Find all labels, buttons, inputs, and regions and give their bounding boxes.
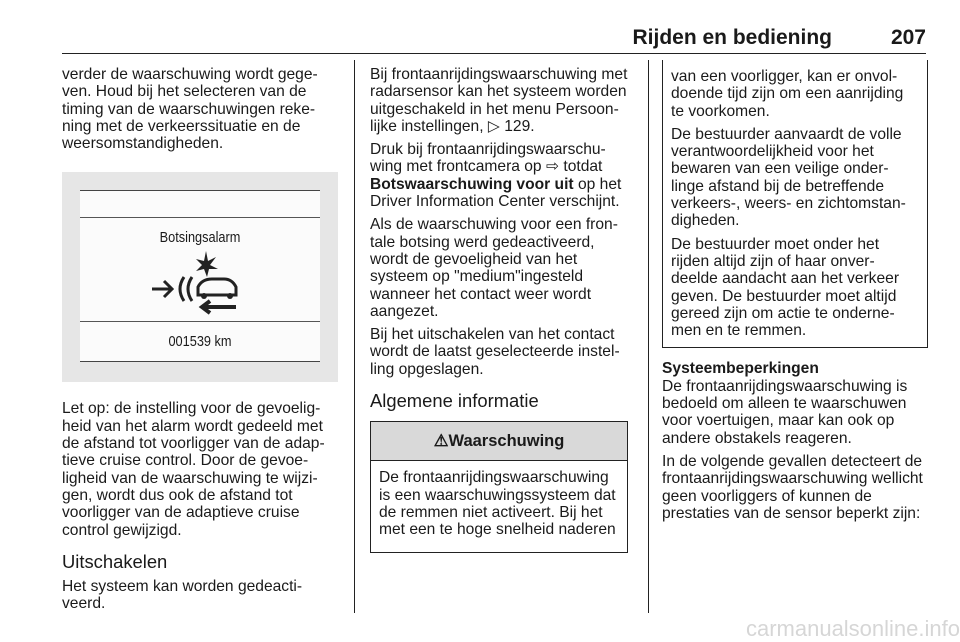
- collision-button-icon: ⇨: [545, 158, 560, 176]
- sensitivity-paragraph: Als de waarschuwing voor een fron-tale botsing werd gedeactiveerd, wordt de gevoeligheid van het systeem op "medium"ingesteld wanneer het contact weer wordt aangezet.: [370, 216, 618, 320]
- note-paragraph: Let op: de instelling voor de gevoelig-heid van het alarm wordt gedeeld met de afstand tot voorligger van de adap-tieve cruise control. Door de gevoe-ligheid van de waarschuwing te wijzi-gen, wordt dus ook de afstand tot voorligger van de adaptieve cruise control gewijzigd.: [62, 400, 325, 539]
- limitations-paragraph-2: In de volgende gevallen detecteert de frontaanrijdingswaarschuwing wellicht geen voorliggers of kunnen de prestaties van de sensor beperkt zijn:: [662, 452, 923, 522]
- display-divider-bottom: [80, 321, 320, 322]
- section-heading-algemene-informatie: Algemene informatie: [370, 390, 539, 412]
- header-rule: [62, 53, 926, 54]
- driver-info-display: [80, 190, 320, 362]
- column-2: [370, 66, 635, 553]
- camera-text: Druk bij frontaanrijdingswaarschu-wing met frontcamera op: [370, 141, 606, 176]
- warning-title: Waarschuwing: [448, 431, 565, 450]
- warning-triangle-icon: ⚠: [433, 431, 449, 450]
- display-divider-top: [80, 217, 320, 218]
- section-heading-uitschakelen: Uitschakelen: [62, 550, 168, 572]
- deactivate-paragraph: Het systeem kan worden gedeacti-veerd.: [62, 578, 303, 613]
- warning-continued-p1: van een voorligger, kan er onvol-doende tijd zijn om een aanrijding te voorkomen.: [671, 68, 904, 120]
- warning-box: [370, 421, 628, 553]
- warning-body: De frontaanrijdingswaarschuwing is een waarschuwingssysteem dat de remmen niet activeert. Bij het met een te hoge snelheid naderen: [379, 469, 616, 539]
- column-divider-left: [354, 60, 355, 613]
- camera-text-after: op het Driver Information Center verschijnt.: [370, 175, 622, 211]
- page-reference-link[interactable]: 129.: [504, 117, 535, 135]
- warning-continued-p2: De bestuurder aanvaardt de volle verantwoordelijkheid voor het bewaren van een veilige onder-linge afstand bij de betreffende verkeers-, weers- en zichtomstan-digheden.: [671, 125, 906, 230]
- camera-text-mid: totdat: [563, 158, 603, 176]
- camera-paragraph: [370, 141, 635, 210]
- column-1: [62, 66, 340, 619]
- display-figure: [62, 172, 338, 382]
- collision-alert-icon: [140, 249, 260, 319]
- intro-paragraph: verder de waarschuwing wordt gege-ven. Houd bij het selecteren van de timing van de waarschuwingen reke-ning met de verkeerssituatie en de weersomstandigheden.: [62, 66, 318, 153]
- header-title: Rijden en bediening: [632, 26, 832, 49]
- odometer-readout: 001539 km: [168, 333, 232, 351]
- limitations-paragraph-1: De frontaanrijdingswaarschuwing is bedoeld om alleen te waarschuwen voor voertuigen, maar kan ook op andere obstakels reageren.: [662, 377, 908, 447]
- subheading-systeembeperkingen: Systeembeperkingen: [662, 360, 819, 378]
- watermark: carmanualsonline.info: [745, 616, 960, 641]
- warning-header: [371, 422, 627, 461]
- warning-box-continued: [662, 60, 928, 348]
- column-divider-right: [648, 60, 649, 613]
- ignition-paragraph: Bij het uitschakelen van het contact wordt de laatst geselecteerde instel-ling opgeslagen.: [370, 326, 620, 378]
- display-title: Botsingsalarm: [159, 229, 241, 247]
- radar-text: Bij frontaanrijdingswaarschuwing met radarsensor kan het systeem worden uitgeschakeld in het menu Persoon-lijke instellingen,: [370, 66, 628, 135]
- radar-paragraph: [370, 66, 635, 135]
- warning-continued-p3: De bestuurder moet onder het rijden altijd zijn of haar onver-deelde aandacht aan het verkeer geven. De bestuurder moet altijd gereed zijn om actie te onderne-men en te remmen.: [671, 235, 900, 340]
- column-3: [662, 60, 928, 528]
- page-number: 207: [890, 26, 926, 49]
- page-reference-icon: ▷: [487, 117, 500, 135]
- menu-item-label: Botswaarschuwing voor uit: [370, 175, 574, 193]
